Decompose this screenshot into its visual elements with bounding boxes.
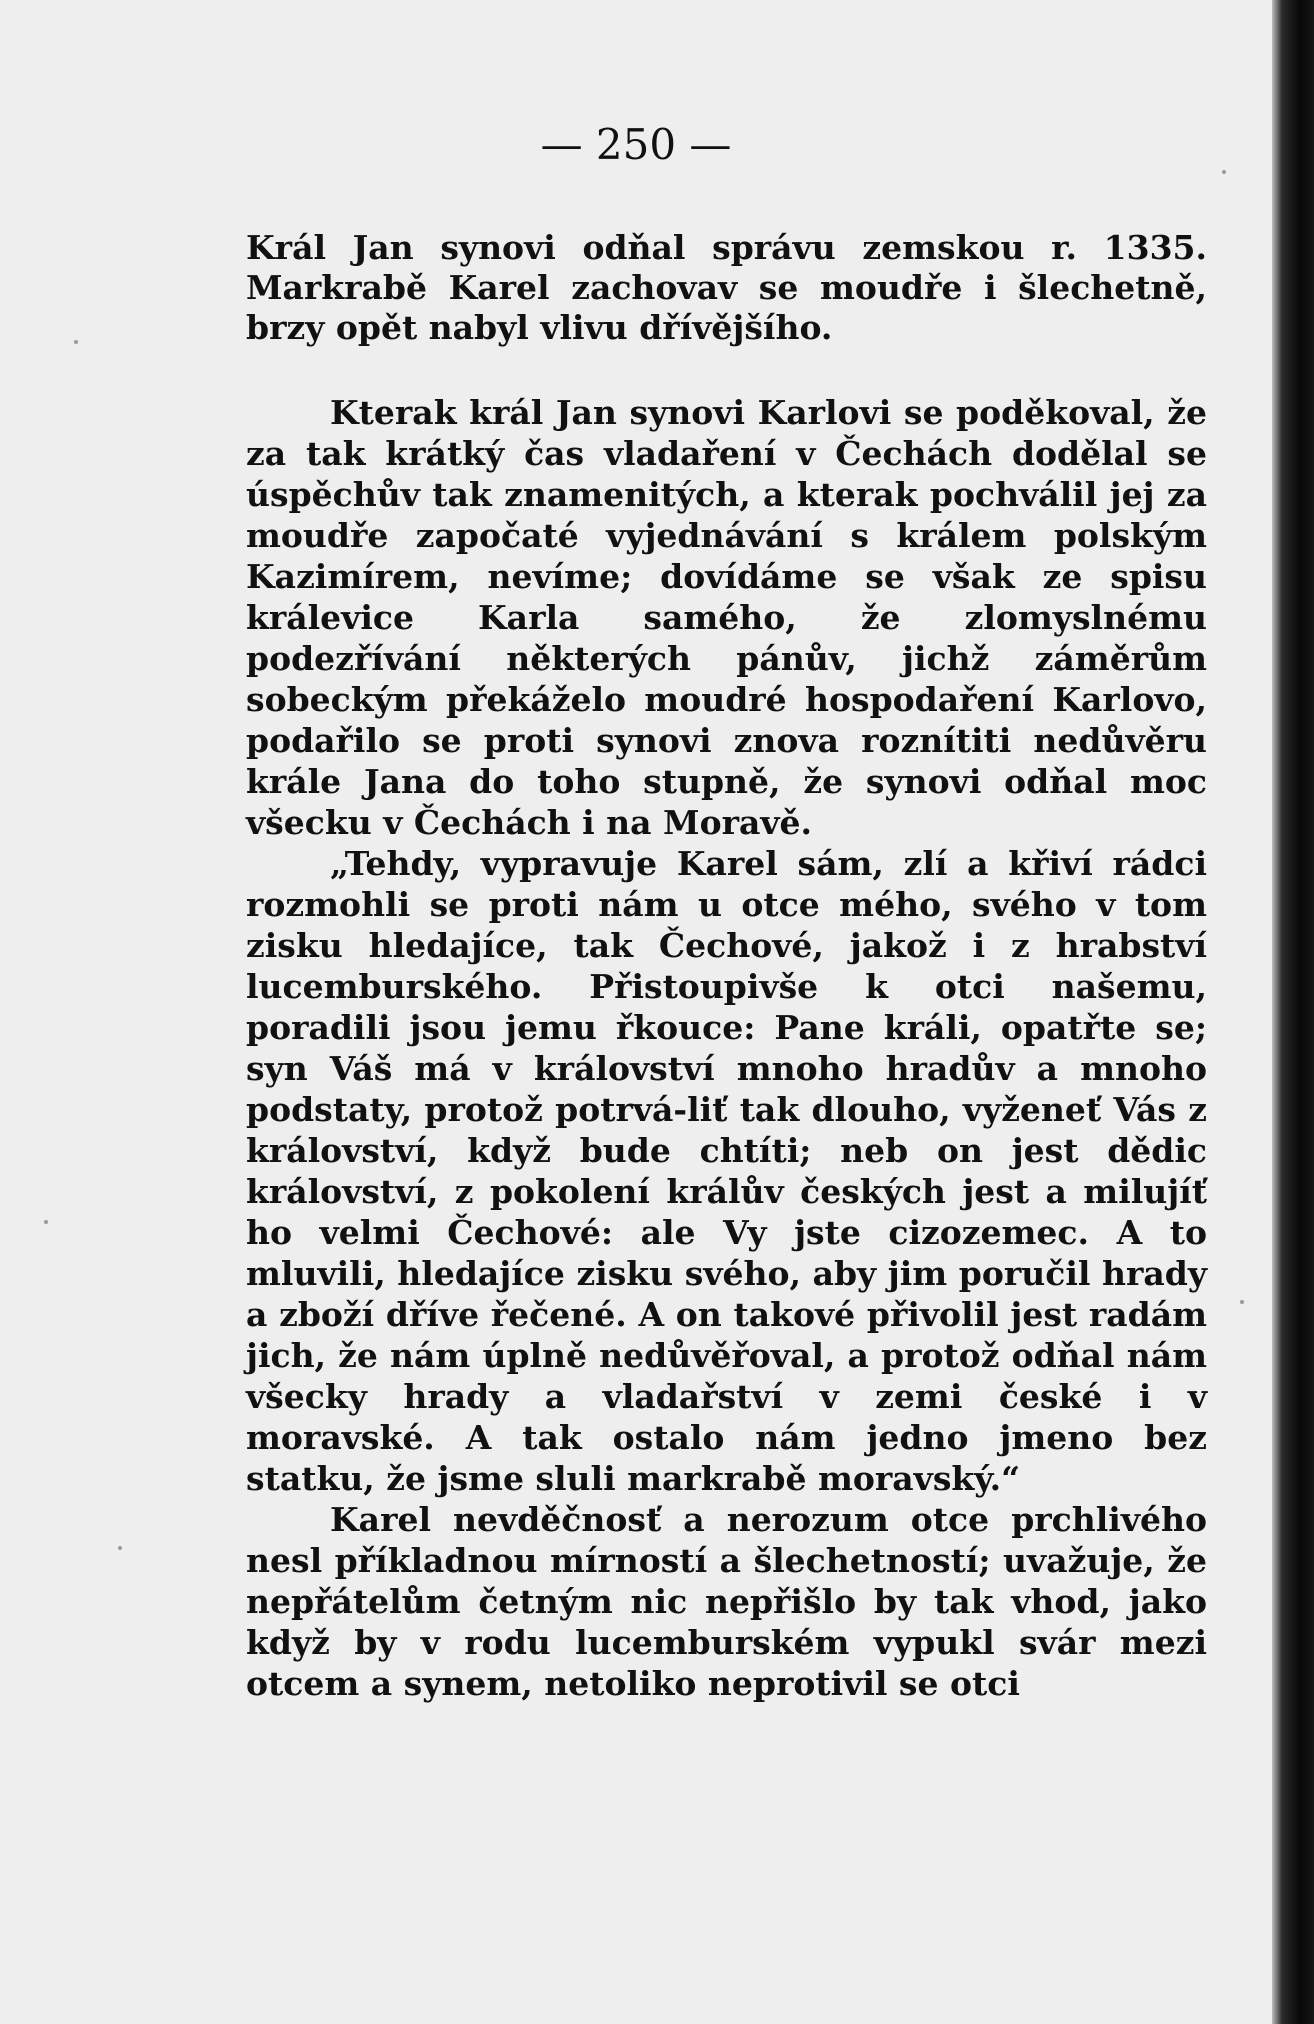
paragraph: Karel nevděčnosť a nerozum otce prchlivého nesl příkladnou mírností a šlechetností; uvažuje, že nepřátelům četným nic nepřišlo by tak vhod, jako když by v rodu lucemburském vypukl svár mezi otcem a synem, netoliko neprotivil se otci <box>246 1500 1207 1703</box>
page-number: — 250 — <box>540 120 732 169</box>
paper-speck <box>118 1546 122 1550</box>
summary-gap <box>246 348 1207 392</box>
paragraph: „Tehdy, vypravuje Karel sám, zlí a křiví rádci rozmohli se proti nám u otce mého, svého v tom zisku hledajíce, tak Čechové, jakož i z hrabství lucemburského. Přistoupivše k otci našemu, poradili jsou jemu řkouce: Pane králi, opatřte se; syn Váš má v království mnoho hradův a mnoho podstaty, protož potrvá-liť tak dlouho, vyženeť Vás z království, když bude chtíti; neb on jest dědic království, z pokolení králův českých jest a milujíť ho velmi Čechové: ale Vy jste cizozemec. A to mluvili, hledajíce zisku svého, aby jim poručil hrady a zboží dříve řečené. A on takové přivolil jest radám jich, že nám úplně nedůvěřoval, a protož odňal nám všecky hrady a vladařství v zemi české i v moravské. A tak ostalo nám jedno jmeno bez statku, že jsme sluli markrabě moravský.“ <box>246 844 1207 1498</box>
scan-edge-shadow <box>1272 0 1314 2024</box>
paragraph: Kterak král Jan synovi Karlovi se poděkoval, že za tak krátký čas vladaření v Čechách dodělal se úspěchův tak znamenitých, a kterak pochválil jej za moudře započaté vyjednávání s králem polským Kazimírem, nevíme; dovídáme se však ze spisu králevice Karla samého, že zlomyslnému podezřívání některých pánův, jichž záměrům sobeckým překáželo moudré hospodaření Karlovo, podařilo se proti synovi znova roznítiti nedůvěru krále Jana do toho stupně, že synovi odňal moc všecku v Čechách i na Moravě. <box>246 393 1207 842</box>
page-text <box>246 228 1207 1704</box>
chapter-summary: Král Jan synovi odňal správu zemskou r. 1335. Markrabě Karel zachovav se moudře i šlechetně, brzy opět nabyl vlivu dřívějšího. <box>246 228 1207 347</box>
paper-speck <box>1240 1300 1244 1304</box>
paper-speck <box>1222 170 1226 174</box>
paper-speck <box>74 340 78 344</box>
paper-speck <box>44 1220 48 1224</box>
